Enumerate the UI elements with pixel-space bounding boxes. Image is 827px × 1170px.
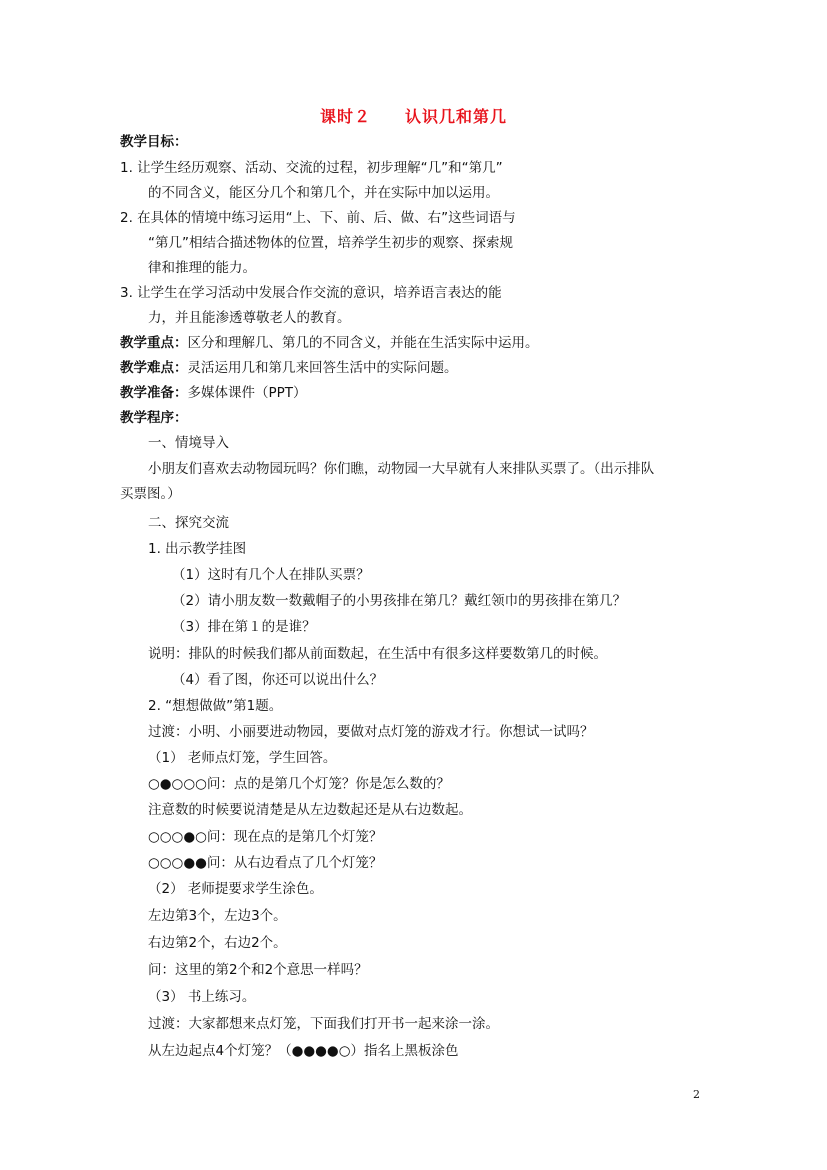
difficulty — [120, 359, 458, 377]
objective-1-line-1: 1. 让学生经历观察、活动、交流的过程，初步理解“几”和“第几” — [120, 160, 503, 176]
lesson-number: 课时２ — [319, 107, 371, 126]
section-2-heading: 二、探究交流 — [148, 515, 229, 531]
step-2: 2. “想想做做”第1题。 — [148, 698, 283, 714]
objective-3-line-1: 3. 让学生在学习活动中发展合作交流的意识，培养语言表达的能 — [120, 285, 502, 301]
left-rule: 左边第3个，左边3个。 — [148, 908, 287, 924]
objective-2-line-2: “第几”相结合描述物体的位置，培养学生初步的观察、探索规 — [148, 235, 513, 251]
key-point-label: 教学重点： — [120, 335, 188, 351]
preparation-text: 多媒体课件（PPT） — [187, 385, 307, 401]
key-point-text: 区分和理解几、第几的不同含义，并能在生活实际中运用。 — [187, 335, 539, 351]
section-1-heading: 一、情境导入 — [148, 435, 229, 451]
part-3: （3） 书上练习。 — [148, 989, 256, 1005]
preparation — [120, 384, 307, 402]
lesson-name: 认识几和第几 — [405, 107, 508, 126]
explanation: 说明：排队的时候我们都从前面数起，在生活中有很多这样要数第几的时候。 — [148, 646, 607, 662]
preparation-label: 教学准备： — [120, 385, 188, 401]
objectives-heading: 教学目标： — [120, 134, 188, 150]
objective-1-line-2: 的不同含义，能区分几个和第几个，并在实际中加以运用。 — [148, 185, 499, 201]
last-line: 从左边起点4个灯笼？（●●●●○）指名上黑板涂色 — [148, 1043, 459, 1059]
meaning-question: 问：这里的第2个和2个意思一样吗？ — [148, 962, 368, 978]
question-1: （1）这时有几个人在排队买票？ — [172, 567, 370, 583]
question-4: （4）看了图，你还可以说出什么？ — [172, 672, 384, 688]
right-rule: 右边第2个，右边2个。 — [148, 935, 287, 951]
difficulty-text: 灵活运用几和第几来回答生活中的实际问题。 — [187, 360, 458, 376]
lantern-question-3: ○○○●●问：从右边看点了几个灯笼？ — [148, 855, 383, 871]
intro-line-1: 小朋友们喜欢去动物园玩吗？你们瞧，动物园一大早就有人来排队买票了。（出示排队 — [148, 461, 655, 477]
step-1: 1. 出示教学挂图 — [148, 541, 247, 557]
objective-2-line-3: 律和推理的能力。 — [148, 260, 256, 276]
objective-3-line-2: 力，并且能渗透尊敬老人的教育。 — [148, 310, 351, 326]
lantern-question-1: ○●○○○问：点的是第几个灯笼？你是怎么数的？ — [148, 776, 450, 792]
page-title — [0, 104, 827, 127]
question-3: （3）排在第１的是谁？ — [172, 619, 316, 635]
part-2: （2） 老师提要求学生涂色。 — [148, 881, 323, 897]
page-number: 2 — [693, 1088, 700, 1101]
objective-2-line-1: 2. 在具体的情境中练习运用“上、下、前、后、做、右”这些词语与 — [120, 210, 516, 226]
key-point — [120, 334, 539, 352]
transition-2: 过渡：大家都想来点灯笼，下面我们打开书一起来涂一涂。 — [148, 1016, 499, 1032]
counting-note: 注意数的时候要说清楚是从左边数起还是从右边数起。 — [148, 802, 472, 818]
transition-1: 过渡：小明、小丽要进动物园，要做对点灯笼的游戏才行。你想试一试吗？ — [148, 724, 594, 740]
difficulty-label: 教学难点： — [120, 360, 188, 376]
procedure-heading: 教学程序： — [120, 410, 188, 426]
question-2: （2）请小朋友数一数戴帽子的小男孩排在第几？戴红领巾的男孩排在第几？ — [172, 593, 627, 609]
lantern-question-2: ○○○●○问：现在点的是第几个灯笼？ — [148, 829, 383, 845]
part-1: （1） 老师点灯笼，学生回答。 — [148, 750, 337, 766]
intro-line-2: 买票图。） — [120, 486, 181, 502]
